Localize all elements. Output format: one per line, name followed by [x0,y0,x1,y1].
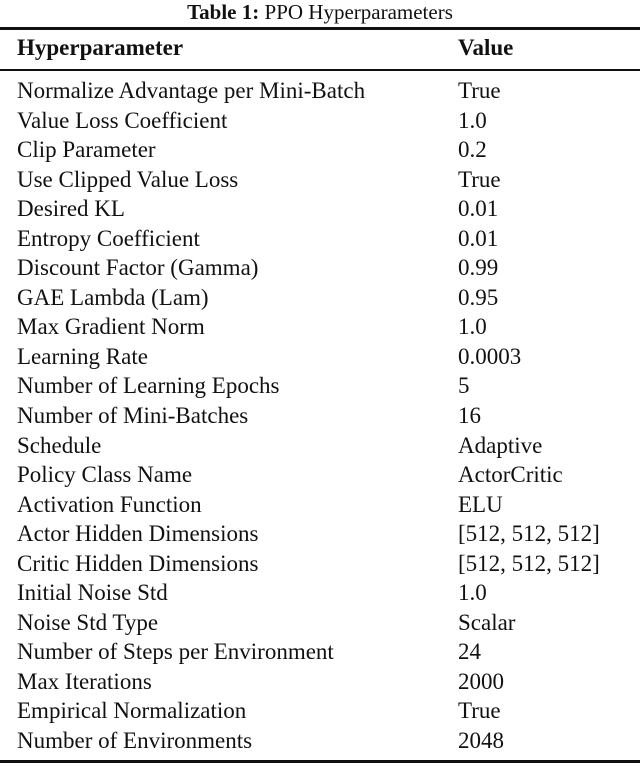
hyperparameter-value: 24 [458,639,481,665]
hyperparameter-value: 1.0 [458,314,487,340]
hyperparameter-name: Schedule [17,432,102,458]
hyperparameter-name: Initial Noise Std [17,580,168,606]
hyperparameter-name: Clip Parameter [17,137,156,163]
hyperparameter-name: Entropy Coefficient [17,225,200,251]
hyperparameter-name: Activation Function [17,491,202,517]
table-row [0,194,640,224]
header-value: Value [458,35,514,60]
table-row [0,667,640,697]
table-row [0,312,640,342]
table-row [0,76,640,106]
table-row [0,135,640,165]
header-rule [0,69,640,71]
hyperparameter-value: Adaptive [458,432,543,458]
table-row [0,490,640,520]
table-row [0,165,640,195]
hyperparameter-name: Policy Class Name [17,462,193,488]
table-row [0,342,640,372]
hyperparameter-name: Noise Std Type [17,609,159,635]
table-row [0,224,640,254]
hyperparameter-value: 1.0 [458,580,487,606]
hyperparameter-value: 5 [458,373,470,399]
hyperparameter-name: Critic Hidden Dimensions [17,550,259,576]
hyperparameter-value: 16 [458,403,481,429]
hyperparameter-name: Normalize Advantage per Mini-Batch [17,78,366,103]
hyperparameter-value: 1.0 [458,107,487,133]
hyperparameter-value: 0.99 [458,255,499,281]
table-row [0,431,640,461]
hyperparameter-value: [512, 512, 512] [458,550,600,576]
hyperparameter-value: 2000 [458,668,504,694]
hyperparameter-value: 0.01 [458,225,499,251]
table-row [0,371,640,401]
caption-title: PPO Hyperparameters [264,0,453,24]
hyperparameter-name: Desired KL [17,196,125,222]
table-row [0,460,640,490]
table-body [0,76,640,756]
hyperparameter-name: Value Loss Coefficient [17,107,228,133]
header-hyperparameter: Hyperparameter [17,35,184,60]
hyperparameter-name: Max Iterations [17,668,152,694]
table-row [0,637,640,667]
hyperparameter-value: ELU [458,491,503,517]
table-row [0,608,640,638]
hyperparameter-value: 0.0003 [458,343,522,369]
caption-label: Table 1: [187,0,260,24]
hyperparameter-value: Scalar [458,609,516,635]
hyperparameter-value: True [458,698,501,724]
hyperparameter-name: Discount Factor (Gamma) [17,255,259,281]
table-row [0,578,640,608]
hyperparameter-value: [512, 512, 512] [458,521,600,547]
hyperparameter-name: Number of Steps per Environment [17,639,334,665]
hyperparameter-name: Use Clipped Value Loss [17,166,239,192]
hyperparameter-value: True [458,78,501,103]
table-row [0,106,640,136]
hyperparameter-value: True [458,166,501,192]
top-rule [0,27,640,30]
table-row [0,519,640,549]
hyperparameter-value: 0.95 [458,284,499,310]
hyperparameter-name: Learning Rate [17,343,148,369]
hyperparameter-value: 0.2 [458,137,487,163]
table-row [0,401,640,431]
table-row [0,549,640,579]
hyperparameter-name: Empirical Normalization [17,698,247,724]
hyperparameter-value: 2048 [458,728,504,754]
table-caption [0,0,640,24]
hyperparameter-value: ActorCritic [458,462,563,488]
table-row [0,283,640,313]
hyperparameter-name: Actor Hidden Dimensions [17,521,259,547]
hyperparameter-value: 0.01 [458,196,499,222]
hyperparameter-name: Max Gradient Norm [17,314,205,340]
table-row [0,253,640,283]
hyperparameter-name: GAE Lambda (Lam) [17,284,209,310]
hyperparameter-name: Number of Environments [17,728,253,754]
hyperparameter-name: Number of Mini-Batches [17,403,249,429]
bottom-rule [0,760,640,763]
table-row [0,726,640,756]
table-row [0,696,640,726]
hyperparameter-name: Number of Learning Epochs [17,373,280,399]
